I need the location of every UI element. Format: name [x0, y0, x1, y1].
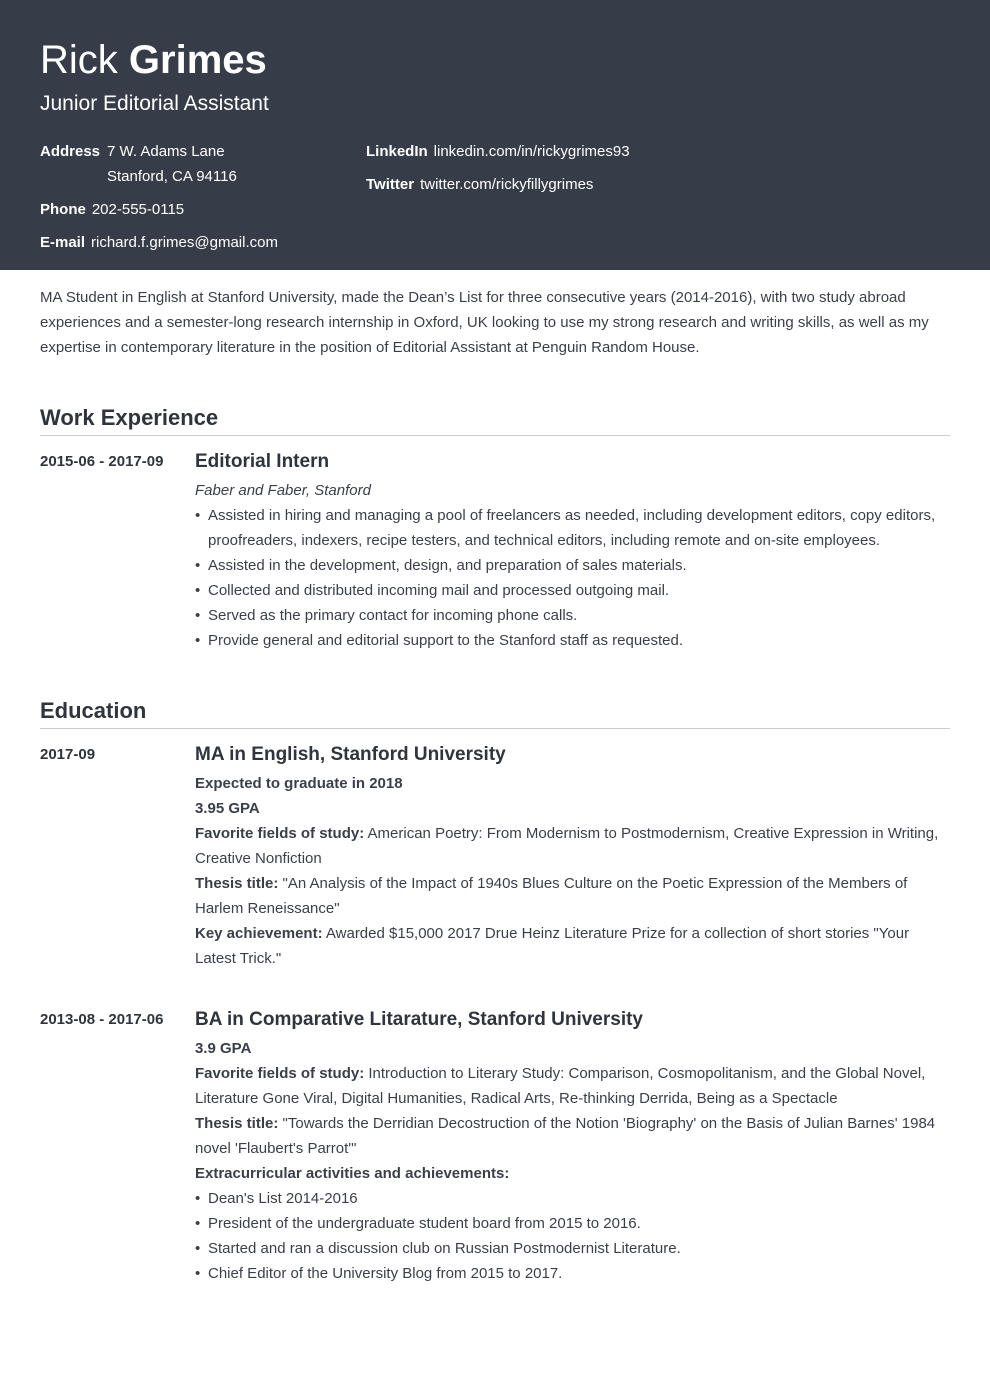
education-heading: Education [40, 698, 147, 723]
ba-thesis [195, 1111, 950, 1161]
bullet-dot: • [195, 632, 201, 649]
job-entry [195, 449, 950, 653]
address-line1: 7 W. Adams Lane [107, 143, 225, 160]
list-item [195, 628, 950, 653]
ba-fields-of-study [195, 1061, 950, 1111]
ba-dates: 2013-08 - 2017-06 [40, 1011, 164, 1028]
candidate-name [40, 37, 267, 83]
first-name: Rick [40, 38, 118, 82]
ba-activities-list [195, 1186, 950, 1286]
bullet-dot: • [195, 557, 201, 574]
profile-summary: MA Student in English at Stanford University, made the Dean’s List for three consecutive years (2014-2016), with two study abroad experiences and a semester-long research internship in Oxford, UK looking to use my strong research and writing skills, as well as my expertise in contemporary literature in the position of Editorial Assistant at Penguin Random House. [40, 289, 929, 356]
ma-thesis-value: "An Analysis of the Impact of 1940s Blues Culture on the Poetic Expression of the Members of Harlem Reneissance" [195, 875, 908, 917]
bullet-dot: • [195, 507, 201, 524]
ma-achievement-value: Awarded $15,000 2017 Drue Heinz Literature Prize for a collection of short stories "Your Latest Trick." [195, 925, 910, 967]
resume-header [0, 0, 990, 270]
ma-thesis [195, 871, 950, 921]
bullet-dot: • [195, 1215, 201, 1232]
ma-key-achievement [195, 921, 950, 971]
ba-fields-label: Favorite fields of study: [195, 1065, 365, 1082]
job-title: Junior Editorial Assistant [40, 92, 269, 115]
ma-achievement-label: Key achievement: [195, 925, 323, 942]
ba-thesis-value: "Towards the Derridian Decostruction of the Notion 'Biography' on the Basis of Julian Barnes' 1984 novel 'Flaubert's Parrot'" [195, 1115, 936, 1157]
list-item-text: Provide general and editorial support to the Stanford staff as requested. [208, 632, 684, 649]
ba-gpa: 3.9 GPA [195, 1040, 252, 1057]
job-dates: 2015-06 - 2017-09 [40, 453, 164, 470]
ba-extracurricular-label: Extracurricular activities and achievements: [195, 1165, 510, 1182]
ba-fields-value: Introduction to Literary Study: Comparison, Cosmopolitanism, and the Global Novel, Literature Gone Viral, Digital Humanities, Radical Arts, Re-thinking Derrida, Being as a Spectacle [195, 1065, 926, 1107]
list-item-text: Dean's List 2014-2016 [208, 1190, 358, 1207]
address-row [40, 139, 100, 164]
job-company: Faber and Faber, Stanford [195, 482, 371, 499]
ma-fields-value: American Poetry: From Modernism to Postmodernism, Creative Expression in Writing, Creative Nonfiction [195, 825, 939, 867]
list-item [195, 1236, 950, 1261]
ma-fields-of-study [195, 821, 950, 871]
email-value: richard.f.grimes@gmail.com [91, 234, 278, 251]
phone-row [40, 197, 184, 222]
phone-value: 202-555-0115 [91, 201, 185, 218]
ba-degree-title: BA in Comparative Litarature, Stanford University [195, 1009, 644, 1030]
phone-label: Phone [40, 201, 86, 218]
list-item-text: Started and ran a discussion club on Russian Postmodernist Literature. [208, 1240, 681, 1257]
list-item [195, 578, 950, 603]
twitter-value: twitter.com/rickyfillygrimes [420, 176, 594, 193]
twitter-label: Twitter [366, 176, 415, 193]
list-item-text: President of the undergraduate student board from 2015 to 2016. [208, 1215, 641, 1232]
linkedin-label: LinkedIn [366, 143, 428, 160]
list-item [195, 1261, 950, 1286]
ma-degree-title: MA in English, Stanford University [195, 744, 506, 765]
ma-fields-label: Favorite fields of study: [195, 825, 365, 842]
ba-thesis-label: Thesis title: [195, 1115, 279, 1132]
bullet-dot: • [195, 1265, 201, 1282]
twitter-row [366, 172, 593, 197]
list-item-text: Assisted in the development, design, and preparation of sales materials. [208, 557, 687, 574]
bullet-dot: • [195, 607, 201, 624]
linkedin-value: linkedin.com/in/rickygrimes93 [433, 143, 630, 160]
list-item-text: Collected and distributed incoming mail and processed outgoing mail. [208, 582, 670, 599]
work-experience-divider [40, 435, 950, 436]
linkedin-row [366, 139, 630, 164]
email-row [40, 230, 278, 255]
ma-dates: 2017-09 [40, 746, 96, 763]
ba-entry [195, 1007, 950, 1286]
list-item [195, 503, 950, 553]
last-name: Grimes [128, 38, 267, 82]
bullet-dot: • [195, 1190, 201, 1207]
list-item [195, 1186, 950, 1211]
ma-expected-graduation: Expected to graduate in 2018 [195, 775, 403, 792]
list-item-text: Chief Editor of the University Blog from 2015 to 2017. [208, 1265, 563, 1282]
list-item [195, 553, 950, 578]
bullet-dot: • [195, 582, 201, 599]
list-item [195, 603, 950, 628]
list-item [195, 1211, 950, 1236]
ma-gpa: 3.95 GPA [195, 800, 260, 817]
bullet-dot: • [195, 1240, 201, 1257]
work-experience-heading: Work Experience [40, 405, 219, 430]
email-label: E-mail [40, 234, 86, 251]
job-title-heading: Editorial Intern [195, 451, 330, 472]
ma-entry [195, 742, 950, 971]
job-duties-list [195, 503, 950, 653]
education-divider [40, 728, 950, 729]
list-item-text: Assisted in hiring and managing a pool of freelancers as needed, including development editors, copy editors, proofreaders, indexers, recipe testers, and technical editors, including remote and on-site employees. [208, 507, 936, 549]
list-item-text: Served as the primary contact for incoming phone calls. [208, 607, 578, 624]
ma-thesis-label: Thesis title: [195, 875, 279, 892]
address-label: Address [40, 143, 101, 160]
address-line2: Stanford, CA 94116 [107, 168, 237, 185]
